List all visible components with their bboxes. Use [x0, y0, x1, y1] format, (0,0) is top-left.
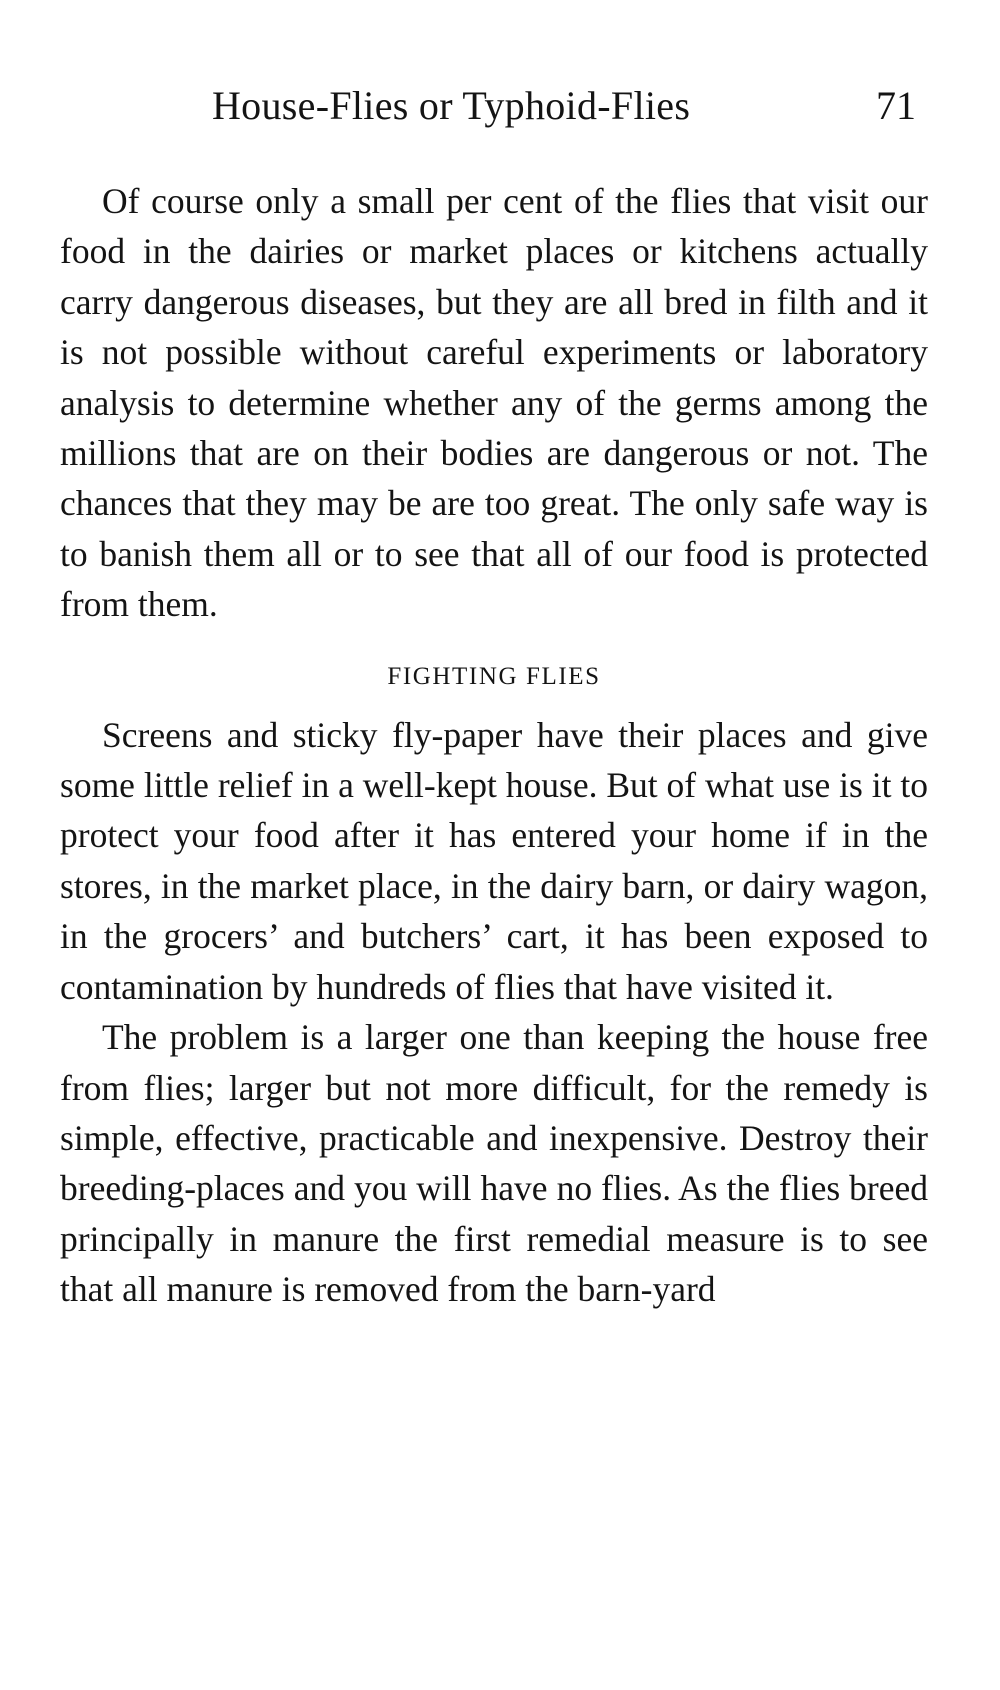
section-heading: FIGHTING FLIES [387, 662, 601, 690]
body-text [60, 176, 928, 1315]
paragraph-destroy-breeding-places: The problem is a larger one than keeping the house free from flies; larger but not more difficult, for the remedy is simple, effective, practicable and inexpensive. Destroy their breeding-places and you will have no flies. As the flies breed principally in manure the first remedial measure is to see that all manure is removed from the barn-yard [60, 1017, 928, 1310]
page-number: 71 [876, 83, 916, 128]
paragraph-screens-and-fly-paper: Screens and sticky fly-paper have their places and give some little relief in a well-kept house. But of what use is it to protect your food after it has entered your home if in the stores, in the market place, in the dairy barn, or dairy wagon, in the grocers’ and butchers’ cart, it has been exposed to contamination by hundreds of flies that have visited it. [60, 714, 928, 1007]
paragraph-flies-carry-disease: Of course only a small per cent of the flies that visit our food in the dairies or market places or kitchens actually carry dangerous diseases, but they are all bred in filth and it is not possible without careful experiments or laboratory analysis to determine whether any of the germs among the millions that are on their bodies are dangerous or not. The chances that they may be are too great. The only safe way is to banish them all or to see that all of our food is protected from them. [60, 181, 928, 625]
running-title: House-Flies or Typhoid-Flies [212, 83, 691, 128]
running-head [0, 82, 1000, 142]
